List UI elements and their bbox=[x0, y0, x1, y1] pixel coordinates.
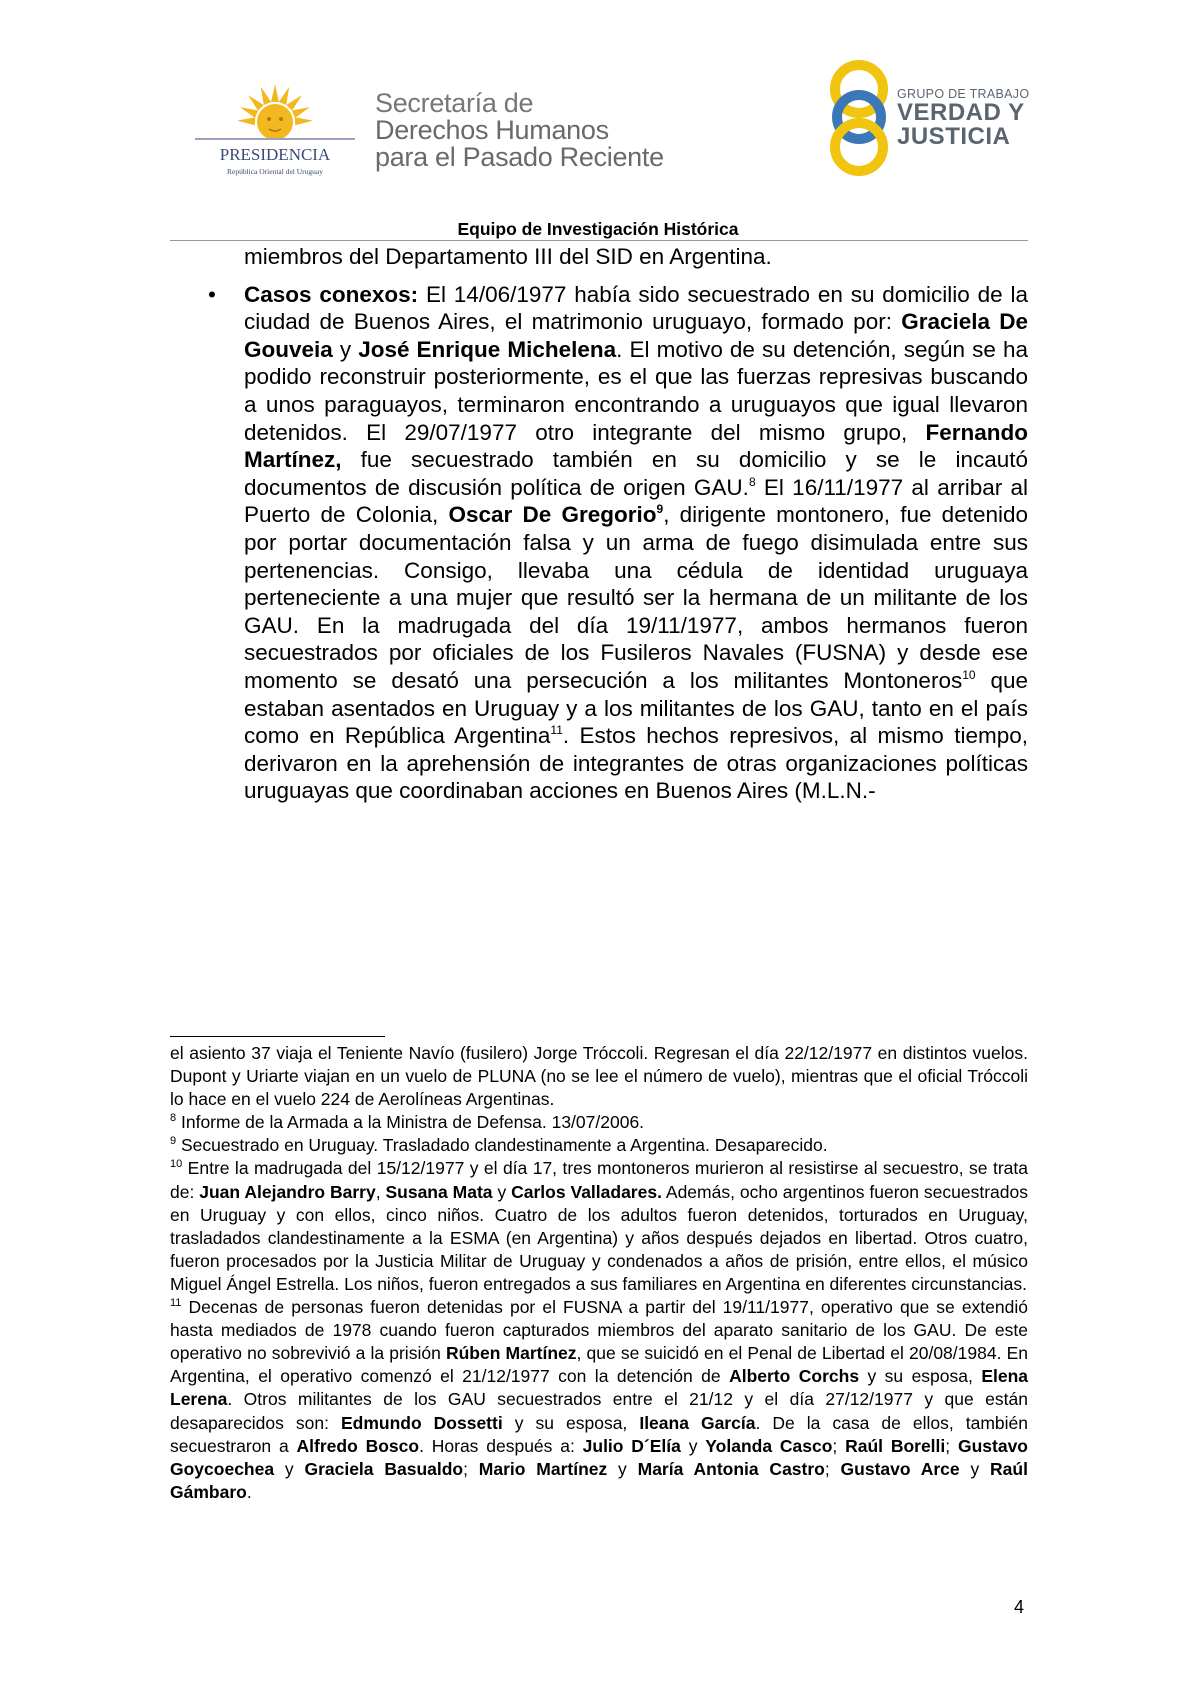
footnote-text: . Horas después a: bbox=[419, 1435, 583, 1456]
person-name: Fernando Martínez, bbox=[244, 419, 1028, 473]
person-name: Gustavo Goycoechea bbox=[170, 1435, 1028, 1479]
footnote-text: . bbox=[246, 1481, 252, 1502]
footnote-9 bbox=[170, 1134, 1028, 1157]
footnote-text: y bbox=[607, 1458, 638, 1479]
person-name: Elena Lerena bbox=[170, 1366, 1029, 1410]
grupo-line3: JUSTICIA bbox=[897, 123, 1011, 150]
secretaria-line2: Derechos Humanos bbox=[375, 115, 609, 145]
page-header bbox=[195, 55, 1035, 185]
body-text bbox=[170, 243, 1028, 805]
person-name: Alfredo Bosco bbox=[296, 1435, 420, 1456]
footnote-number: 8 bbox=[170, 1112, 177, 1125]
footnote-text: Además, ocho argentinos fueron secuestrados en Uruguay y con ellos, cinco niños. Cuatro de los adultos fueron detenidos, torturados en Uruguay, trasladados clandestinamente a la ESMA (en Argentina) y años después dejados en libertad. Otros cuatro, fueron procesados por la Justicia Militar de Uruguay y condenados a años de prisión, entre ellos, el músico Miguel Ángel Estrella. Los niños, fueron entregados a sus familiares en Argentina en diferentes circunstancias. bbox=[170, 1181, 1028, 1294]
secretaria-line1: Secretaría de bbox=[375, 88, 534, 118]
footnotes bbox=[170, 1042, 1028, 1504]
presidencia-label: PRESIDENCIA bbox=[219, 145, 331, 164]
footnote-text: ; bbox=[832, 1435, 846, 1456]
person-name: Carlos Valladares. bbox=[511, 1181, 662, 1202]
footnote-text: y bbox=[959, 1458, 991, 1479]
footnote-text: Entre la madrugada del 15/12/1977 y el día 17, tres montoneros murieron al resistirse al secuestro, se trata de: bbox=[170, 1158, 1028, 1202]
presidencia-logo bbox=[195, 80, 355, 180]
footnote-separator bbox=[170, 1036, 385, 1037]
person-name: María Antonia Castro bbox=[637, 1458, 825, 1479]
continuation-line: miembros del Departamento III del SID en Argentina. bbox=[244, 244, 772, 269]
bullet-icon: • bbox=[208, 281, 216, 307]
paragraph-text: . El motivo de su detención, según se ha podido reconstruir posteriormente, es el que las fuerzas represivas buscando a unos paraguayos, terminaron encontrando a uruguayos que igual llevaron detenidos. El 29/07/1977 otro integrante del mismo grupo, bbox=[244, 336, 1028, 445]
rings-icon bbox=[825, 55, 895, 180]
footnote-8 bbox=[170, 1111, 1028, 1134]
footnote-text: y su esposa, bbox=[502, 1412, 640, 1433]
footnote-11 bbox=[170, 1296, 1028, 1504]
grupo-line2: VERDAD Y bbox=[897, 99, 1025, 126]
footnote-text: ; bbox=[824, 1458, 841, 1479]
footnote-text: y bbox=[274, 1458, 305, 1479]
page-number: 4 bbox=[1013, 1597, 1024, 1617]
footnote-text: y bbox=[492, 1181, 512, 1202]
footnote-text: ; bbox=[945, 1435, 958, 1456]
team-title: Equipo de Investigación Histórica bbox=[457, 219, 739, 239]
person-name: Juan Alejandro Barry bbox=[199, 1181, 376, 1202]
footnote-text: Secuestrado en Uruguay. Trasladado clandestinamente a Argentina. Desaparecido. bbox=[176, 1135, 828, 1156]
person-name: José Enrique Michelena bbox=[358, 336, 617, 362]
person-name: Raúl Gámbaro bbox=[170, 1458, 1028, 1502]
footnote-text: ; bbox=[463, 1458, 479, 1479]
grupo-trabajo-text bbox=[897, 87, 1029, 149]
paragraph-text: . Estos hechos represivos, al mismo tiempo, derivaron en la aprehensión de integrantes de otras organizaciones políticas uruguayas que coordinaban acciones en Buenos Aires (M.L.N.- bbox=[244, 723, 1028, 804]
sun-emblem-icon bbox=[195, 84, 355, 140]
footnote-text: . De la casa de ellos, también secuestraron a bbox=[170, 1412, 1028, 1456]
paragraph-text: y bbox=[332, 336, 359, 362]
person-name: Yolanda Casco bbox=[705, 1435, 833, 1456]
footnote-ref-8[interactable]: 8 bbox=[748, 474, 756, 489]
person-name: Rúben Martínez bbox=[445, 1343, 577, 1364]
bullet-label: Casos conexos: bbox=[244, 281, 419, 307]
person-name: Graciela De Gouveia bbox=[244, 309, 1028, 362]
footnote-10 bbox=[170, 1157, 1028, 1296]
footnote-text: y bbox=[680, 1435, 706, 1456]
person-name: Graciela Basualdo bbox=[304, 1458, 464, 1479]
footnote-text: Informe de la Armada a la Ministra de Defensa. 13/07/2006. bbox=[176, 1112, 645, 1133]
footnote-ref-10[interactable]: 10 bbox=[962, 667, 976, 682]
header-rule bbox=[170, 240, 1028, 241]
secretaria-line3: para el Pasado Reciente bbox=[375, 142, 664, 172]
person-name: Mario Martínez bbox=[478, 1458, 608, 1479]
footnote-text: y su esposa, bbox=[859, 1366, 982, 1387]
presidencia-sublabel: República Oriental del Uruguay bbox=[226, 167, 324, 176]
footnote-text: . Otros militantes de los GAU secuestrados entre el 21/12 y el día 27/12/1977 y que están desaparecidos son: bbox=[170, 1389, 1028, 1433]
person-name: Susana Mata bbox=[385, 1181, 493, 1202]
footnote-text: Decenas de personas fueron detenidas por el FUSNA a partir del 19/11/1977, operativo que se extendió hasta mediados de 1978 cuando fueron capturados miembros del aparato sanitario de los GAU. De este operativo no sobrevivió a la prisión bbox=[170, 1297, 1028, 1364]
paragraph-text: El 16/11/1977 al arribar al Puerto de Colonia, bbox=[244, 474, 1028, 528]
footnote-text: , que se suicidó en el Penal de Libertad el 20/08/1984. En Argentina, el operativo comenzó el 21/12/1977 con la detención de bbox=[170, 1343, 1028, 1387]
verdad-justicia-logo bbox=[825, 55, 1035, 180]
footnote-text: , bbox=[375, 1181, 386, 1202]
paragraph-text: fue secuestrado también en su domicilio y se le incautó documentos de discusión política de origen GAU. bbox=[244, 447, 1028, 500]
person-name: Ileana García bbox=[639, 1412, 756, 1433]
footnote-number: 9 bbox=[170, 1135, 177, 1148]
footnote-number: 11 bbox=[170, 1297, 182, 1310]
footnote-continuation: el asiento 37 viaja el Teniente Navío (fusilero) Jorge Tróccoli. Regresan el día 22/12/1977 en distintos vuelos. Dupont y Uriarte viajan en un vuelo de PLUNA (no se lee el número de vuelo), mientras que el oficial Tróccoli lo hace en el vuelo 224 de Aerolíneas Argentinas. bbox=[170, 1043, 1028, 1110]
person-name: Raúl Borelli bbox=[845, 1435, 946, 1456]
person-name: Julio D´Elía bbox=[582, 1435, 681, 1456]
grupo-line1: GRUPO DE TRABAJO bbox=[897, 87, 1030, 101]
footnote-number: 10 bbox=[170, 1158, 183, 1171]
person-name: Edmundo Dossetti bbox=[340, 1412, 503, 1433]
paragraph-text: El 14/06/1977 había sido secuestrado en su domicilio de la ciudad de Buenos Aires, el matrimonio uruguayo, formado por: bbox=[244, 281, 1029, 335]
footnote-ref-11[interactable]: 11 bbox=[550, 723, 563, 738]
secretaria-title bbox=[375, 90, 664, 171]
paragraph-text: que estaban asentados en Uruguay y a los militantes de los GAU, tanto en el país como en República Argentina bbox=[244, 667, 1028, 749]
person-name: Gustavo Arce bbox=[840, 1458, 960, 1479]
paragraph-text: , dirigente montonero, fue detenido por portar documentación falsa y un arma de fuego disimulada entre sus pertenencias. Consigo, llevaba una cédula de identidad uruguaya perteneciente a una mujer que resultó ser la hermana de un militante de los GAU. En la madrugada del día 19/11/1977, ambos hermanos fueron secuestrados por oficiales de los Fusileros Navales (FUSNA) y desde ese momento se desató una persecución a los militantes Montoneros bbox=[244, 502, 1029, 693]
person-name: Oscar De Gregorio bbox=[448, 502, 657, 528]
person-name: Alberto Corchs bbox=[729, 1366, 860, 1387]
bullet-casos-conexos bbox=[208, 281, 1029, 805]
footnote-ref-9[interactable]: 9 bbox=[656, 502, 664, 517]
